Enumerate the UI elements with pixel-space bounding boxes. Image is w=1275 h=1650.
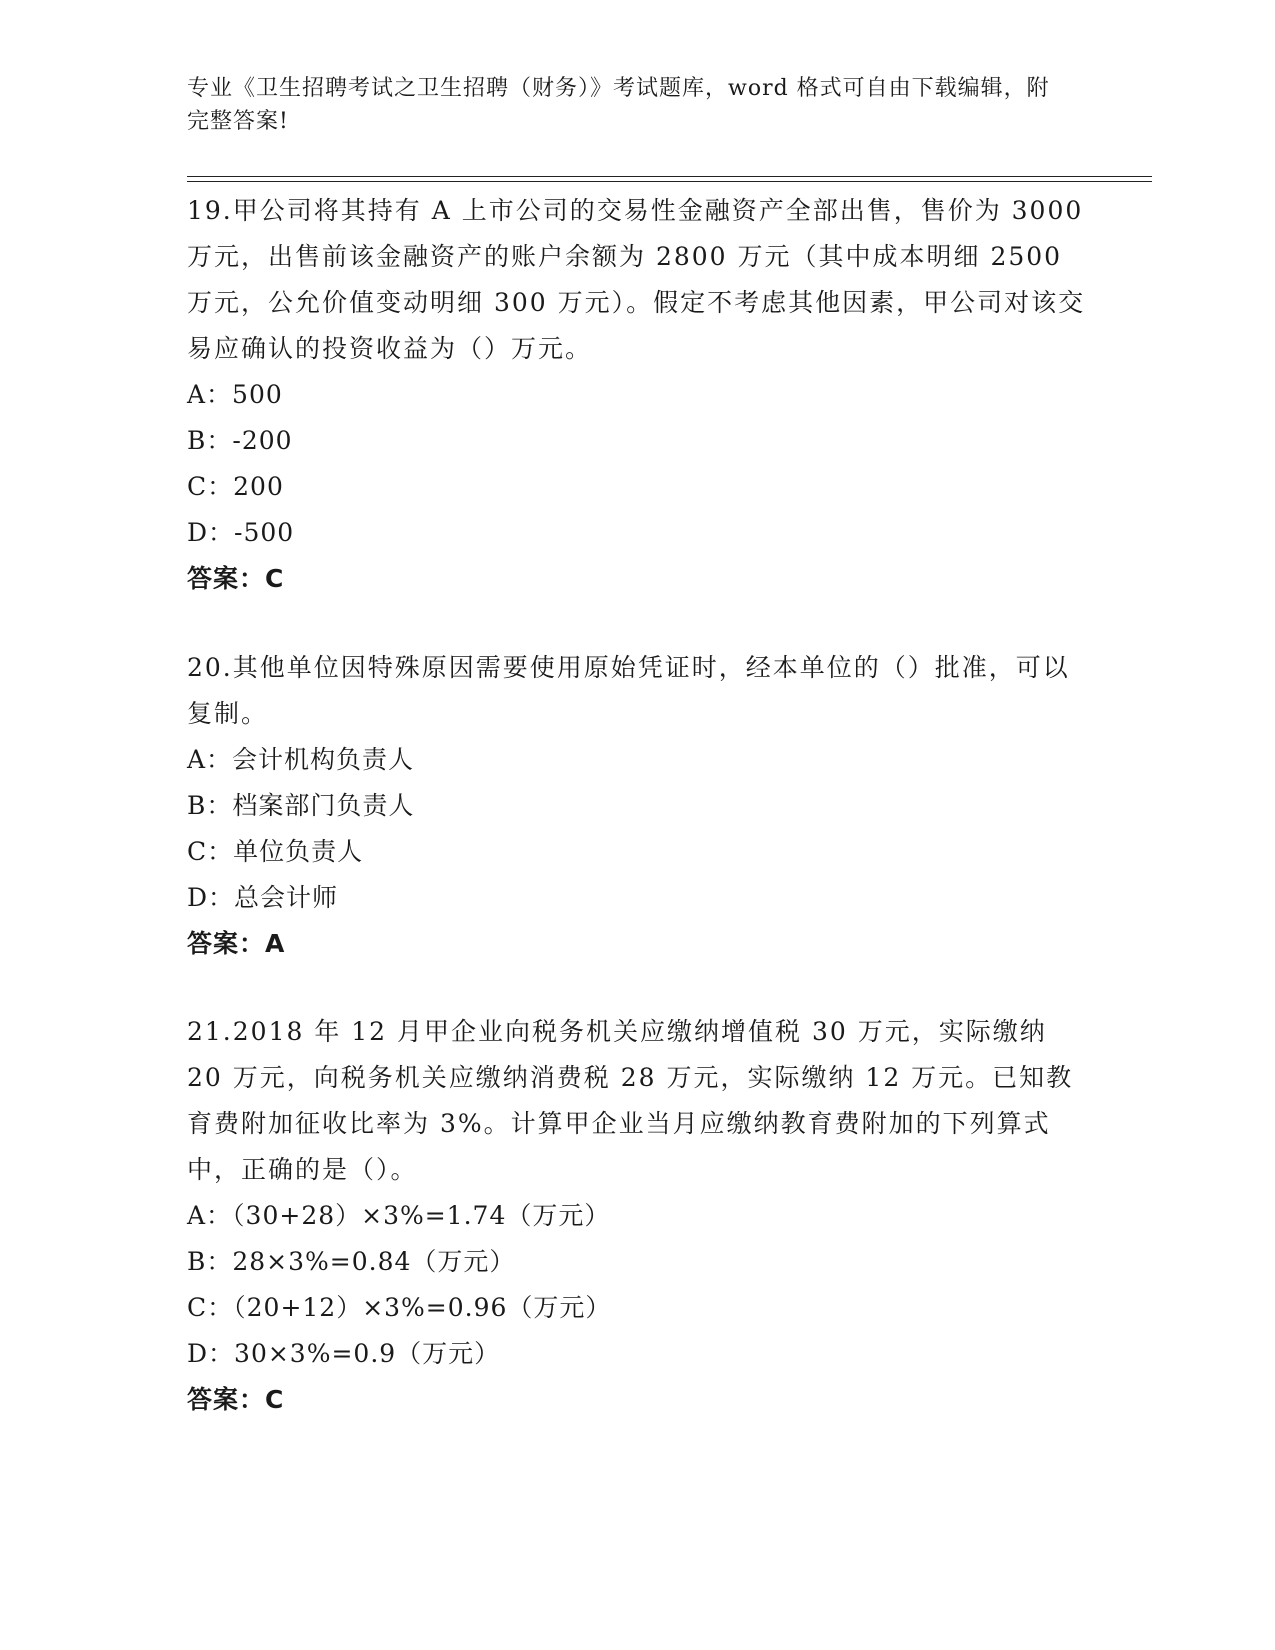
answer-line: 答案：A xyxy=(187,929,286,958)
question-21 xyxy=(187,1009,1087,1423)
option-a: A：（30+28）×3%=1.74（万元） xyxy=(187,1201,611,1230)
question-stem: 20.其他单位因特殊原因需要使用原始凭证时，经本单位的（）批准，可以复制。 xyxy=(187,653,1070,728)
header-divider-bottom xyxy=(187,181,1152,182)
question-20 xyxy=(187,645,1087,967)
question-stem: 21.2018 年 12 月甲企业向税务机关应缴纳增值税 30 万元，实际缴纳 20 万元，向税务机关应缴纳消费税 28 万元，实际缴纳 12 万元。已知教育费附加征收比率为 3%。计算甲企业当月应缴纳教育费附加的下列算式中，正确的是（）。 xyxy=(187,1017,1074,1184)
header-divider-top xyxy=(187,176,1152,177)
option-c: C：200 xyxy=(187,472,284,501)
option-d: D：总会计师 xyxy=(187,883,339,912)
option-a: A：500 xyxy=(187,380,283,409)
option-b: B：28×3%=0.84（万元） xyxy=(187,1247,516,1276)
option-d: D：-500 xyxy=(187,518,295,547)
document-header-note: 专业《卫生招聘考试之卫生招聘（财务）》考试题库，word 格式可自由下载编辑，附完整答案! xyxy=(187,76,1050,134)
answer-line: 答案：C xyxy=(187,1385,285,1414)
option-b: B：档案部门负责人 xyxy=(187,791,415,820)
option-c: C：单位负责人 xyxy=(187,837,364,866)
answer-line: 答案：C xyxy=(187,564,285,593)
option-c: C：（20+12）×3%=0.96（万元） xyxy=(187,1293,612,1322)
option-a: A：会计机构负责人 xyxy=(187,745,415,774)
option-b: B：-200 xyxy=(187,426,293,455)
question-stem: 19.甲公司将其持有 A 上市公司的交易性金融资产全部出售，售价为 3000 万元，出售前该金融资产的账户余额为 2800 万元（其中成本明细 2500 万元，公允价值变动明细 300 万元）。假定不考虑其他因素，甲公司对该交易应确认的投资收益为（）万元。 xyxy=(187,196,1086,363)
question-19 xyxy=(187,188,1087,602)
option-d: D：30×3%=0.9（万元） xyxy=(187,1339,501,1368)
